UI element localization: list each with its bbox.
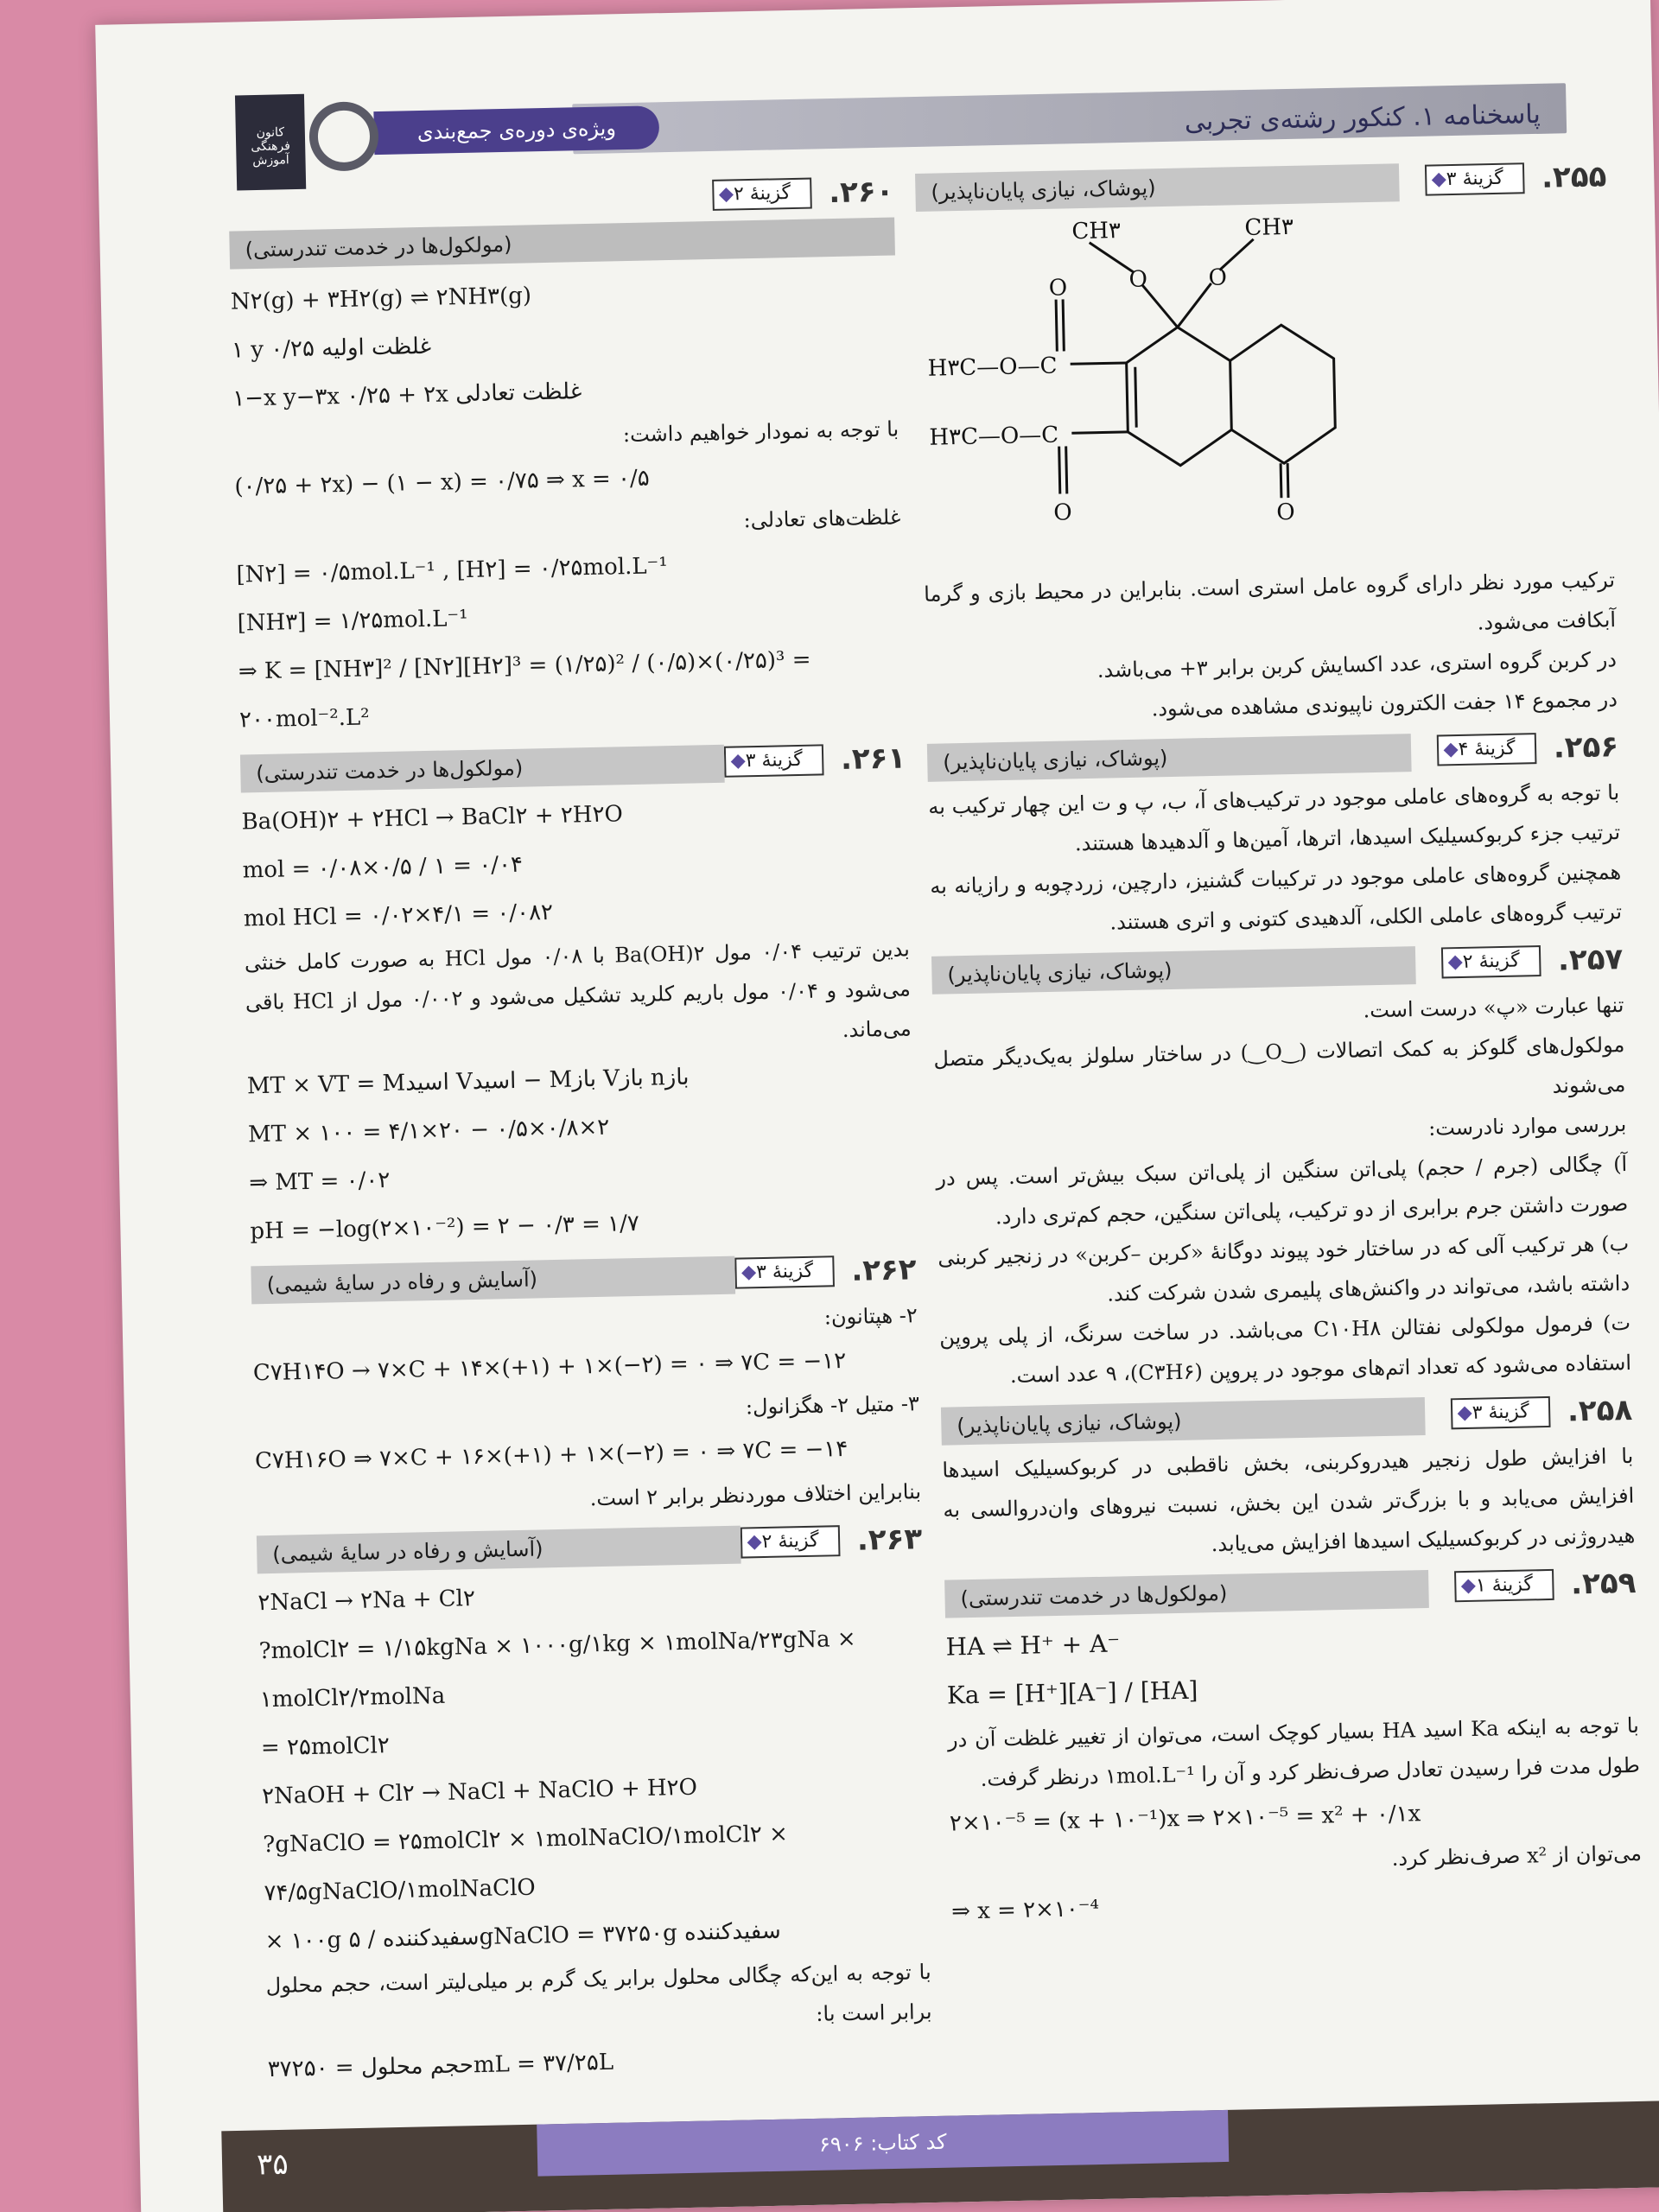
header-title: پاسخنامه ۱. کنکور رشته‌ی تجربی: [1184, 99, 1541, 137]
book-page: [95, 0, 1659, 2212]
equation: ۱−x y−۳x ۰/۲۵ + ۲x غلظت تعادلی: [232, 378, 582, 412]
question-header: [257, 1520, 923, 1573]
paragraph: آ) چگالی (جرم / حجم) پلی‌اتن سنگین از پلی‌اتن سبک بیش‌تر است. پس در صورت داشتن جرم برابری از دو ترکیب، پلی‌اتن سنگین، حجم کم‌تری دارد.: [936, 1152, 1629, 1230]
equation: ?molCl۲ = ۱/۱۵kgNa × ۱۰۰۰g/۱kg × ۱molNa/۲۳gNa × ۱molCl۲/۲molNa: [258, 1625, 856, 1713]
question-header: [915, 157, 1607, 212]
equation: ۱ y ۰/۲۵ غلظت اولیه: [231, 333, 432, 364]
paragraph: می‌توان از x² صرف‌نظر کرد.: [1391, 1840, 1643, 1871]
equation: ۲NaOH + Cl۲ → NaCl + NaClO + H۲O: [261, 1774, 698, 1810]
question-number: ۲۵۸.: [1567, 1392, 1633, 1429]
equation: MT × ۱۰۰ = ۴/۱×۲۰ − ۰/۵×۰/۸×۲: [247, 1114, 610, 1148]
paragraph: با توجه به اینکه Ka اسید HA بسیار کوچک است، می‌توان از تغییر غلظت آن در طول مدت فرا رسیدن تعادل صرف‌نظر کرد و آن را ۱mol.L⁻¹ درنظر گرفت.: [947, 1713, 1641, 1791]
answer-option-badge: گزینهٔ ۳: [734, 1255, 835, 1288]
topic-bar: (آسایش و رفاه در سایهٔ شیمی): [251, 1256, 735, 1305]
paragraph: در مجموع ۱۴ جفت الکترون ناپیوندی مشاهده می‌شود.: [1151, 687, 1618, 721]
equation: N۲(g) + ۳H۲(g) ⇌ ۲NH۳(g): [230, 283, 532, 315]
paragraph: ب) هر ترکیب آلی که در ساختار خود پیوند دوگانهٔ «کربن –کربن» در زنجیر کربنی داشته باشد، می‌تواند در واکنش‌های پلیمری شدن شرکت کند.: [938, 1230, 1630, 1306]
equation: ۲×۱۰⁻⁵ = (x + ۱۰⁻¹)x ⇒ ۲×۱۰⁻⁵ = x² + ۰/۱x: [949, 1801, 1421, 1837]
topic-bar: (پوشاک، نیازی پایان‌ناپذیر): [941, 1397, 1426, 1446]
question-header: [240, 739, 906, 792]
equation: ۲NaCl → ۲Na + Cl۲: [257, 1586, 476, 1617]
paragraph: مولکول‌های گلوکز به کمک اتصالات (‿O‿) در ساختار سلولز به‌یک‌دیگر متصل می‌شوند: [933, 1033, 1626, 1098]
paragraph: با توجه به گروه‌های عاملی موجود در ترکیب‌های آ، ب، پ و ت این چهار ترکیب به ترتیب جزء کربوکسیلیک اسیدها، اترها، آمین‌ها و آلدهیدها هستند.: [928, 780, 1621, 856]
question-number: ۲۵۶.: [1553, 729, 1619, 766]
equation: ?gNaClO = ۲۵molCl۲ × ۱molNaClO/۱molCl۲ × ۷۴/۵gNaClO/۱molNaClO: [263, 1821, 789, 1907]
equation: Ka = [H⁺][A⁻] / [HA]: [946, 1675, 1198, 1710]
struct-label-ch3-b: CH۳: [1244, 213, 1294, 242]
paragraph: بررسی موارد نادرست:: [1427, 1112, 1627, 1141]
paragraph: با توجه به نمودار خواهیم داشت:: [622, 416, 899, 448]
question-header: [931, 940, 1624, 995]
equation: mol HCl = ۰/۰۲×۴/۱ = ۰/۰۸۲: [243, 899, 554, 932]
answer-option-badge: گزینهٔ ۳: [1425, 162, 1525, 195]
struct-label-ester2: H۳C—O—C: [929, 422, 1059, 451]
equation: pH = −log(۲×۱۰⁻²) = ۲ − ۰/۳ = ۱/۷: [250, 1210, 640, 1245]
topic-bar: (مولکول‌ها در خدمت تندرستی): [229, 218, 895, 270]
ring-icon: [308, 101, 379, 172]
topic-bar: (پوشاک، نیازی پایان‌ناپذیر): [915, 163, 1400, 212]
struct-label-o3: O: [1048, 275, 1068, 302]
page-number: ۳۵: [256, 2146, 289, 2183]
answer-option-badge: گزینهٔ ۱: [1454, 1569, 1554, 1602]
question-number: ۲۵۹.: [1570, 1565, 1637, 1602]
paragraph: با توجه به این‌که چگالی محلول برابر یک گرم بر میلی‌لیتر است، حجم محلول برابر است با:: [265, 1960, 932, 2026]
paragraph: در کربن گروه استری، عدد اکسایش کربن برابر ۳+ می‌باشد.: [1096, 647, 1618, 683]
question-number: ۲۶۳.: [856, 1522, 923, 1558]
equation: Ba(OH)۲ + ۲HCl → BaCl۲ + ۲H۲O: [241, 801, 624, 836]
struct-label-o2: O: [1208, 264, 1228, 291]
question-header: [941, 1391, 1633, 1446]
paragraph: ۲- هپتانون:: [823, 1303, 918, 1330]
struct-label-ch3-a: CH۳: [1071, 218, 1122, 245]
struct-label-o4: O: [1052, 499, 1072, 526]
topic-bar: (پوشاک، نیازی پایان‌ناپذیر): [927, 734, 1412, 782]
topic-bar: (آسایش و رفاه در سایهٔ شیمی): [257, 1526, 741, 1574]
equation: C۷H۱۴O → ۷×C + ۱۴×(+۱) + ۱×(−۲) = ۰ ⇒ ۷C = −۱۲: [252, 1347, 847, 1387]
question-header: [927, 728, 1619, 782]
paragraph: با افزایش طول زنجیر هیدروکربنی، بخش ناقطبی در کربوکسیلیک اسیدها افزایش می‌یابد و با بزرگ‌تر شدن این بخش، نسبت نیروهای وان‌دروالسی به هیدروژنی در کربوکسیلیک اسیدها افزایش می‌یابد.: [942, 1443, 1636, 1557]
equation: × ۱۰۰g سفیدکننده / ۵gNaClO = ۳۷۲۵۰g سفیدکننده: [264, 1917, 782, 1955]
equation: حجم محلول = ۳۷۲۵۰mL = ۳۷/۲۵L: [267, 2049, 614, 2083]
answer-option-badge: گزینهٔ ۲: [741, 1525, 841, 1558]
equation: HA ⇌ H⁺ + A⁻: [945, 1629, 1121, 1662]
equation: ⇒ x = ۲×۱۰⁻⁴: [950, 1895, 1100, 1925]
paragraph: بنابراین اختلاف موردنظر برابر ۲ است.: [589, 1479, 922, 1511]
answer-option-badge: گزینهٔ ۲: [1441, 945, 1541, 978]
answer-option-badge: گزینهٔ ۴: [1437, 733, 1537, 766]
answer-option-badge: گزینهٔ ۲: [712, 178, 812, 211]
equation: ⇒ MT = ۰/۰۲: [248, 1167, 391, 1197]
topic-bar: (پوشاک، نیازی پایان‌ناپذیر): [931, 946, 1416, 995]
structure-diagram: [916, 206, 1614, 566]
equation: ⇒ K = [NH۳]² / [N۲][H۲]³ = (۱/۲۵)² / (۰/۵)×(۰/۲۵)³ = ۲۰۰mol⁻².L²: [238, 646, 811, 734]
left-column: [228, 164, 933, 2094]
header-subtitle: ویژه‌ی دوره‌ی جمع‌بندی: [373, 105, 659, 155]
struct-label-ester1: H۳C—O—C: [927, 353, 1058, 382]
equation: [N۲] = ۰/۵mol.L⁻¹ , [H۲] = ۰/۲۵mol.L⁻¹: [236, 553, 669, 588]
question-header: [251, 1250, 917, 1304]
equation: C۷H۱۶O ⇒ ۷×C + ۱۶×(+۱) + ۱×(−۲) = ۰ ⇒ ۷C = −۱۴: [254, 1435, 849, 1475]
equation: mol = ۰/۰۸×۰/۵ / ۱ = ۰/۰۴: [242, 851, 524, 884]
question-number: ۲۵۷.: [1557, 942, 1624, 978]
paragraph: ترکیب مورد نظر دارای گروه عامل استری است. بنابراین در محیط بازی و گرما آبکافت می‌شود.: [923, 568, 1617, 635]
question-header: [228, 173, 894, 226]
question-number: ۲۶۲.: [850, 1252, 917, 1288]
question-number: ۲۶۰.: [828, 174, 894, 211]
equation: = ۲۵molCl۲: [260, 1732, 391, 1762]
topic-bar: (مولکول‌ها در خدمت تندرستی): [944, 1570, 1429, 1618]
paragraph: تنها عبارت «پ» درست است.: [1363, 993, 1624, 1023]
struct-label-o1: O: [1128, 266, 1148, 293]
paragraph: غلظت‌های تعادلی:: [743, 505, 901, 533]
equation: [NH۳] = ۱/۲۵mol.L⁻¹: [237, 605, 468, 637]
answer-option-badge: گزینهٔ ۳: [1451, 1396, 1551, 1429]
book-code: کد کتاب: ۶۹۰۶: [537, 2110, 1229, 2177]
right-column: [915, 149, 1643, 1936]
equation: MT × VT = Mاسید Vاسید − Mباز Vباز nباز: [246, 1064, 690, 1100]
topic-bar: (مولکول‌ها در خدمت تندرستی): [240, 745, 725, 793]
question-number: ۲۶۱.: [840, 741, 906, 777]
chemical-structure: [916, 206, 1614, 566]
paragraph: ۳- متیل ۲- هگزانول:: [745, 1391, 920, 1420]
question-header: [944, 1564, 1637, 1618]
question-number: ۲۵۵.: [1541, 159, 1607, 195]
paragraph: ت) فرمول مولکولی نفتالن C۱۰H۸ می‌باشد. در ساخت سرنگ، از پلی پروپن استفاده می‌شود که تعداد اتم‌های موجود در پروپن (C۳H۶)، ۹ عدد است.: [938, 1310, 1632, 1389]
struct-label-o5: O: [1276, 499, 1295, 526]
publisher-logo: کانون فرهنگی آموزش: [235, 94, 306, 191]
equation: (۰/۲۵ + ۲x) − (۱ − x) = ۰/۷۵ ⇒ x = ۰/۵: [234, 465, 651, 500]
answer-option-badge: گزینهٔ ۳: [724, 744, 824, 777]
paragraph: همچنین گروه‌های عاملی موجود در ترکیبات گشنیز، دارچین، زردچوبه و رازیانه به ترتیب گروه‌های عاملی الکلی، آلدهیدی کتونی و اتری هستند.: [929, 860, 1623, 935]
paragraph: بدین ترتیب ۰/۰۴ مول Ba(OH)۲ با ۰/۰۸ مول HCl به صورت کامل خنثی می‌شود و ۰/۰۴ مول باریم کلرید تشکیل می‌شود و ۰/۰۰۲ مول از HCl باقی می‌ماند.: [244, 937, 912, 1042]
header-band: [572, 83, 1567, 154]
